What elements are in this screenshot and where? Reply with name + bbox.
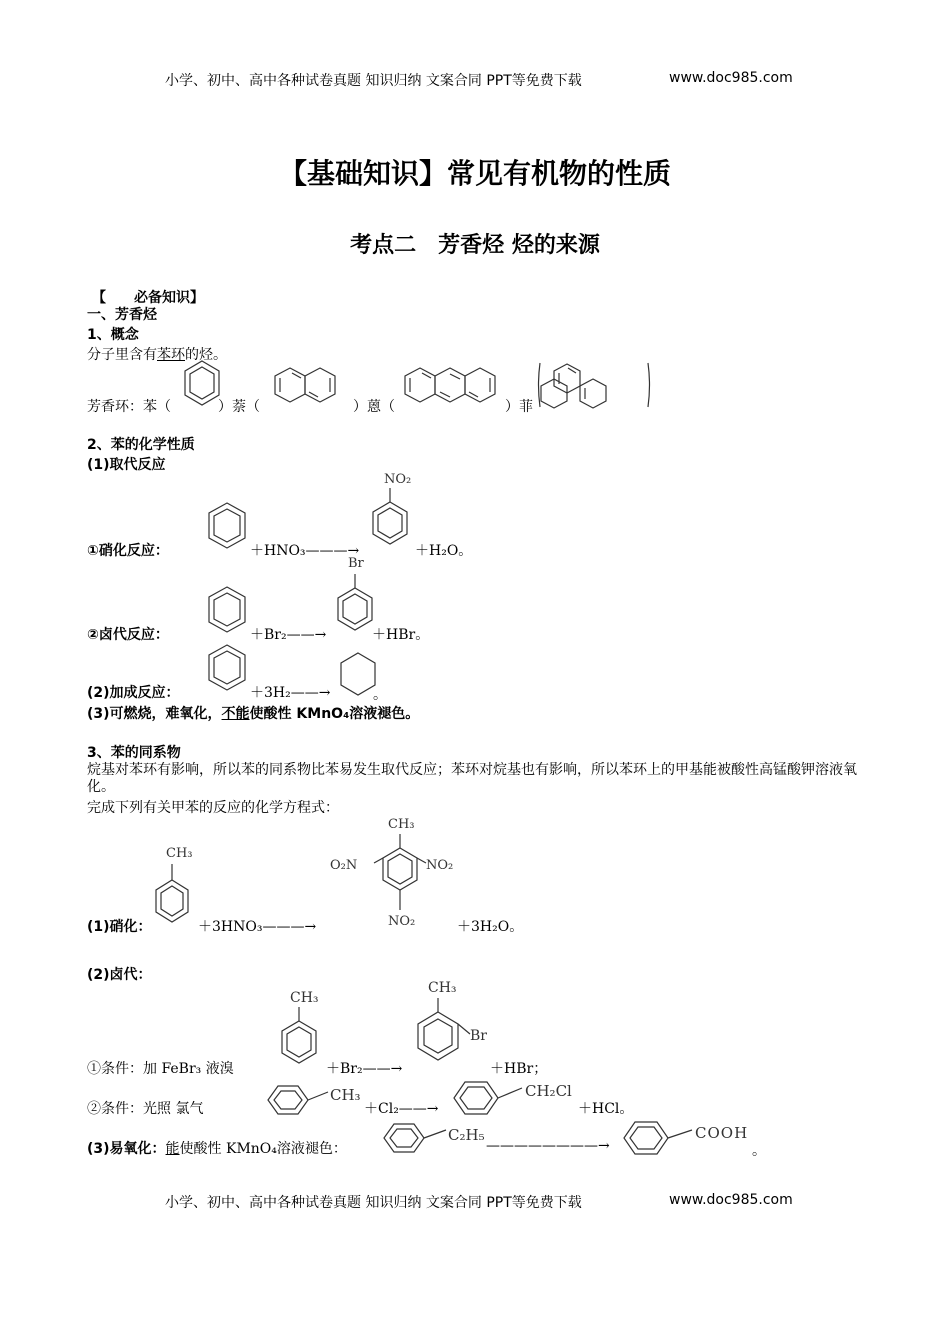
addition-reagent: ＋3H₂——→ xyxy=(250,685,331,701)
toluene-nitration-label: (1)硝化： xyxy=(87,919,152,935)
toluene-instruction: 完成下列有关甲苯的反应的化学方程式： xyxy=(87,800,339,816)
oxidation-text: (3)易氧化：能使酸性 KMnO₄溶液褪色： xyxy=(87,1141,347,1157)
combustion-text: (3)可燃烧，难氧化，不能使酸性 KMnO₄溶液褪色。 xyxy=(87,706,420,722)
benzene-structure xyxy=(205,584,250,640)
section-aromatic: 一、芳香烃 xyxy=(87,307,157,323)
tnt-left-nitro-label: O₂N xyxy=(330,858,358,873)
footer-site[interactable]: www.doc985.com xyxy=(669,1192,793,1208)
concept-text: 分子里含有苯环的烃。 xyxy=(87,347,227,363)
benzyl-chloride-label: CH₂Cl xyxy=(525,1082,572,1100)
oxidation-end: 。 xyxy=(752,1143,766,1159)
methyl-label: CH₃ xyxy=(290,990,319,1006)
section-benzene-properties: 2、苯的化学性质 xyxy=(87,437,195,453)
nitration-product: ＋H₂O。 xyxy=(415,543,473,559)
halogenation-label: ②卤代反应： xyxy=(87,627,169,643)
tnt-methyl-label: CH₃ xyxy=(388,817,415,832)
addition-label: (2)加成反应： xyxy=(87,685,180,701)
section-heading-required: 【 必备知识】 xyxy=(92,290,204,306)
header-site[interactable]: www.doc985.com xyxy=(669,70,793,86)
phenanthrene-structure xyxy=(535,360,655,412)
rings-close1: ）萘（ xyxy=(218,399,260,415)
nitration-reagent: ＋HNO₃———→ xyxy=(250,543,360,559)
toluene-structure xyxy=(277,1005,322,1077)
footer-text: 小学、初中、高中各种试卷真题 知识归纳 文案合同 PPT等免费下载 xyxy=(165,1195,582,1211)
condition2-label: ②条件：光照 氯气 xyxy=(87,1101,204,1117)
oxidation-arrow: ————————→ xyxy=(486,1138,610,1154)
rings-close3: ）菲 xyxy=(505,399,533,415)
addition-end: 。 xyxy=(373,687,387,703)
benzyl-chloride-structure xyxy=(446,1076,536,1118)
header-text: 小学、初中、高中各种试卷真题 知识归纳 文案合同 PPT等免费下载 xyxy=(165,73,582,89)
condition2-product: ＋HCl。 xyxy=(578,1101,634,1117)
toluene-nitration-reagent: ＋3HNO₃———→ xyxy=(198,919,317,935)
rings-close2: ）蒽（ xyxy=(353,399,395,415)
tnt-bottom-nitro-label: NO₂ xyxy=(388,914,416,929)
ethylbenzene-structure xyxy=(378,1120,458,1158)
tnt-right-nitro-label: NO₂ xyxy=(426,858,454,873)
condition1-product: ＋HBr； xyxy=(490,1061,548,1077)
ethyl-label: C₂H₅ xyxy=(448,1126,485,1144)
substitution-heading: (1)取代反应 xyxy=(87,457,166,473)
page-title: 【基础知识】常见有机物的性质 xyxy=(278,157,671,190)
benzene-structure xyxy=(205,500,250,556)
condition2-methyl-label: CH₃ xyxy=(330,1086,361,1104)
o-bromotoluene-methyl-label: CH₃ xyxy=(428,980,457,996)
toluene-structure xyxy=(150,862,195,938)
nitrobenzene-structure xyxy=(368,486,413,556)
toluene-halogenation-label: (2)卤代： xyxy=(87,967,152,983)
nitro-group-label: NO₂ xyxy=(384,472,412,487)
condition1-label: ①条件：加 FeBr₃ 液溴 xyxy=(87,1061,234,1077)
bromo-group-label: Br xyxy=(348,556,364,571)
benzene-structure xyxy=(205,642,250,698)
naphthalene-structure xyxy=(270,365,350,410)
homologue-paragraph: 烷基对苯环有影响，所以苯的同系物比苯易发生取代反应；苯环对烷基也有影响，所以苯环上的甲基能被酸性高锰酸钾溶液氧化。 xyxy=(87,762,857,795)
anthracene-structure xyxy=(400,365,510,410)
condition1-reagent: ＋Br₂——→ xyxy=(326,1061,403,1077)
rings-label: 芳香环：苯（ xyxy=(87,399,171,415)
toluene-structure xyxy=(260,1082,340,1120)
carboxyl-label: COOH xyxy=(695,1124,749,1142)
o-bromotoluene-structure xyxy=(410,996,480,1072)
nitration-label: ①硝化反应： xyxy=(87,543,169,559)
condition2-reagent: ＋Cl₂——→ xyxy=(364,1101,439,1117)
section-homologues: 3、苯的同系物 xyxy=(87,745,181,761)
o-bromotoluene-bromo-label: Br xyxy=(470,1028,487,1044)
benzoic-acid-structure xyxy=(616,1116,706,1158)
methyl-label: CH₃ xyxy=(166,846,193,861)
toluene-nitration-product: ＋3H₂O。 xyxy=(457,919,524,935)
halogenation-product: ＋HBr。 xyxy=(372,627,430,643)
page-subtitle: 考点二 芳香烃 烃的来源 xyxy=(350,233,600,258)
halogenation-reagent: ＋Br₂——→ xyxy=(250,627,327,643)
trinitrotoluene-structure xyxy=(360,832,440,916)
concept-heading: 1、概念 xyxy=(87,327,139,343)
